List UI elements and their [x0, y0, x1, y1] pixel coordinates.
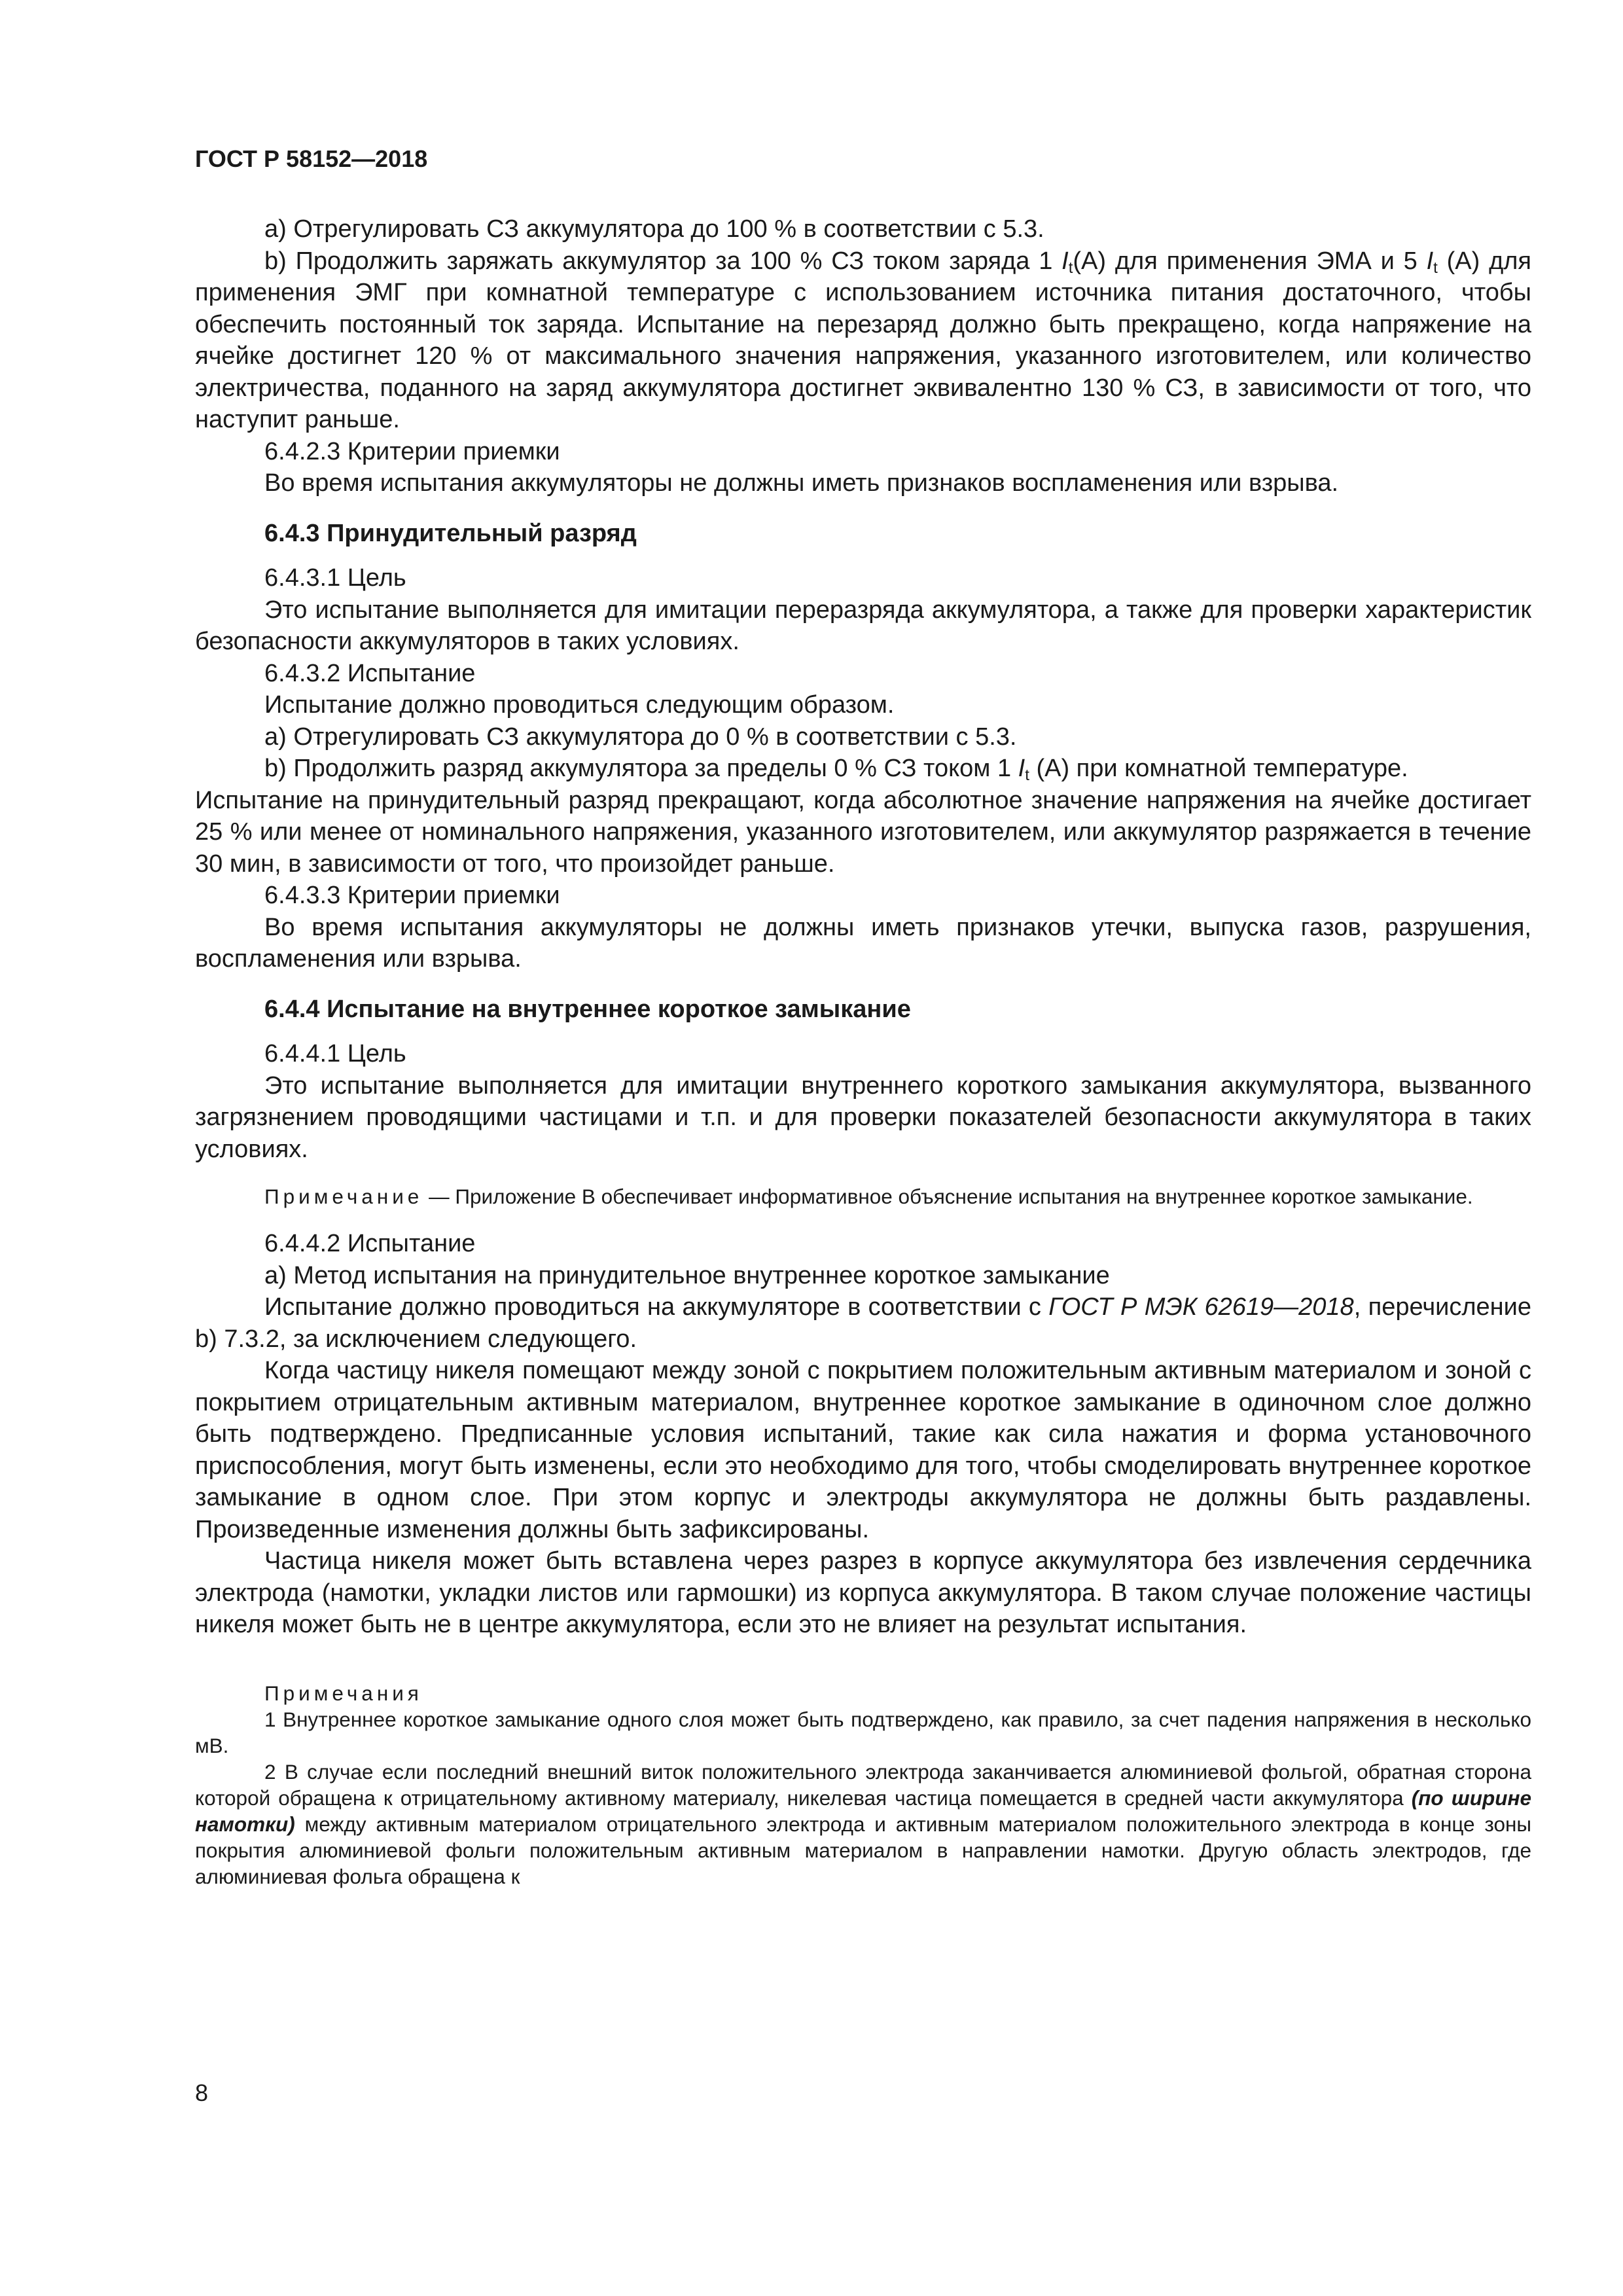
clause-6-4-3-3-title: 6.4.3.3 Критерии приемки: [264, 882, 560, 909]
page-number: 8: [195, 2079, 209, 2106]
note-item-2: [195, 1759, 1531, 1890]
note-item-1: 1 Внутреннее короткое замыкание одного слоя может быть подтверждено, как правило, за счет падения напряжения в несколько мВ.: [195, 1707, 1531, 1757]
clause-6-4-4-2-title: 6.4.4.2 Испытание: [264, 1230, 476, 1257]
clause-6-4-3-1-title: 6.4.3.1 Цель: [264, 564, 406, 592]
text-run: b) Продолжить разряд аккумулятора за пределы 0 % СЗ током 1: [264, 755, 1018, 782]
current-subscript: t: [1068, 259, 1073, 277]
paragraph: Когда частицу никеля помещают между зоной с покрытием положительным активным материалом и зоной с покрытием отрицательным активным материалом, внутреннее короткое замыкание в одиночном слое должно быть подтверждено. Предписанные условия испытаний, такие как сила нажатия и форма установочного приспособления, могут быть изменены, если это необходимо для того, чтобы смоделировать внутреннее короткое замыкание в одном слое. При этом корпус и электроды аккумулятора не должны быть раздавлены. Произведенные изменения должны быть зафиксированы.: [195, 1357, 1531, 1543]
paragraph: Испытание на принудительный разряд прекращают, когда абсолютное значение напряжения на ячейке достигает 25 % или менее от номинального напряжения, указанного изготовителем, или аккумулятор разряжается в течение 30 мин, в зависимости от того, что произойдет раньше.: [195, 786, 1531, 878]
note-label: Примечание: [264, 1185, 423, 1208]
section-heading-6-4-3: 6.4.3 Принудительный разряд: [264, 519, 637, 547]
paragraph: Это испытание выполняется для имитации переразряда аккумулятора, а также для проверки характеристик безопасности аккумуляторов в таких условиях.: [195, 596, 1531, 655]
paragraph-item-b: [195, 245, 1531, 436]
current-symbol: I: [1018, 755, 1026, 782]
note-paragraph: [195, 1183, 1531, 1210]
paragraph-item-a: a) Отрегулировать СЗ аккумулятора до 0 % в соответствии с 5.3.: [264, 723, 1017, 751]
paragraph-item-b: [195, 753, 1531, 785]
clause-6-4-4-1-title: 6.4.4.1 Цель: [264, 1040, 406, 1067]
paragraph: Частица никеля может быть вставлена через разрез в корпусе аккумулятора без извлечения сердечника электрода (намотки, укладки листов или гармошки) из корпуса аккумулятора. В таком случае положение частицы никеля может быть не в центре аккумулятора, если это не влияет на результат испытания.: [195, 1547, 1531, 1638]
paragraph: [195, 1291, 1531, 1355]
paragraph: Во время испытания аккумуляторы не должны иметь признаков утечки, выпуска газов, разрушения, воспламенения или взрыва.: [195, 913, 1531, 973]
current-symbol: I: [1426, 247, 1434, 275]
notes-label: Примечания: [264, 1681, 423, 1705]
document-header: ГОСТ Р 58152—2018: [195, 145, 428, 172]
text-run: (А) для применения ЭМГ при комнатной температуре с использованием источника питания достаточного, чтобы обеспечить постоянный ток заряда. Испытание на перезаряд должно быть прекращено, когда напряжение на ячейке достигнет 120 % от максимального значения напряжения, указанного изготовителем, или количество электричества, поданного на заряд аккумулятора достигнет эквивалентно 130 % СЗ, в зависимости от того, что наступит раньше.: [195, 247, 1531, 433]
current-subscript: t: [1433, 259, 1438, 277]
current-subscript: t: [1025, 766, 1029, 784]
text-run: (А) для применения ЭМА и 5: [1073, 247, 1427, 275]
text-run: (А) при комнатной температуре.: [1029, 755, 1408, 782]
paragraph-item-a: a) Отрегулировать СЗ аккумулятора до 100 % в соответствии с 5.3.: [264, 215, 1044, 243]
paragraph-item-a: a) Метод испытания на принудительное внутреннее короткое замыкание: [264, 1261, 1110, 1289]
text-run: b) Продолжить заряжать аккумулятор за 100 % СЗ током заряда 1: [264, 247, 1062, 275]
section-heading-6-4-4: 6.4.4 Испытание на внутреннее короткое замыкание: [264, 995, 911, 1023]
text-run: 2 В случае если последний внешний виток положительного электрода заканчивается алюминиевой фольгой, обратная сторона которой обращена к отрицательному активному материалу, никелевая частица помещается в средней части аккумулятора: [195, 1759, 1531, 1810]
text-run: Испытание должно проводиться на аккумуляторе в соответствии с: [264, 1293, 1049, 1321]
clause-6-4-2-3-title: 6.4.2.3 Критерии приемки: [264, 437, 560, 465]
paragraph: Это испытание выполняется для имитации внутреннего короткого замыкания аккумулятора, вызванного загрязнением проводящими частицами и т.п. и для проверки показателей безопасности аккумулятора в таких условиях.: [195, 1071, 1531, 1163]
emphasis-text: (по ширине намотки): [195, 1785, 1531, 1836]
current-symbol: I: [1061, 247, 1069, 275]
text-run: между активным материалом отрицательного электрода и активным материалом положительного электрода в конце зоны покрытия алюминиевой фольги положительным активным материалом в направлении намотки. Другую область электродов, где алюминиевая фольга обращена к: [195, 1812, 1531, 1888]
standard-reference: ГОСТ Р МЭК 62619—2018: [1048, 1293, 1354, 1321]
paragraph: Во время испытания аккумуляторы не должны иметь признаков воспламенения или взрыва.: [264, 469, 1339, 497]
paragraph: Испытание должно проводиться следующим образом.: [264, 691, 895, 719]
note-text: — Приложение В обеспечивает информативное объяснение испытания на внутреннее короткое замыкание.: [423, 1185, 1473, 1208]
page-content: [195, 144, 1531, 1890]
text-run: , перечисление b) 7.3.2, за исключением следующего.: [195, 1293, 1532, 1353]
clause-6-4-3-2-title: 6.4.3.2 Испытание: [264, 659, 476, 687]
